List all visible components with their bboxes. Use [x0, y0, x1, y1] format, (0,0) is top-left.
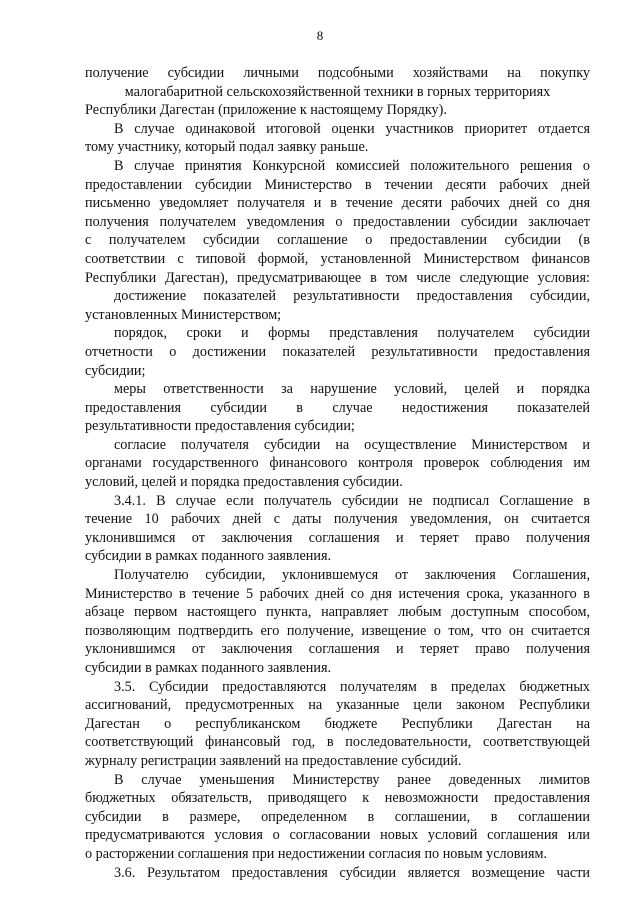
text-line: предоставления субсидии в случае недостижения показателей [85, 399, 590, 416]
text-line: субсидии в рамках поданного заявления. [85, 548, 332, 565]
text-line: В случае уменьшения Министерству ранее доведенных лимитов [114, 771, 590, 788]
text-line: установленных Министерством; [85, 306, 282, 323]
text-line: уклонившимся от заключения соглашения и теряет право получения [85, 641, 590, 658]
text-line: В случае одинаковой итоговой оценки участников приоритет отдается [114, 120, 590, 137]
text-line: с получателем субсидии соглашение о предоставлении субсидии (в [85, 232, 590, 249]
text-line: Республики Дагестан), предусматривающее в том числе следующие условия: [85, 269, 590, 286]
text-line: получение субсидии личными подсобными хозяйствами на покупку [85, 65, 590, 81]
text-line: органами государственного финансового контроля проверок соблюдения им [85, 455, 590, 472]
text-line: позволяющим подтвердить его получение, извещение о том, что он считается [85, 622, 590, 639]
text-line: 3.6. Результатом предоставления субсидии является возмещение части [114, 864, 590, 881]
text-line: достижение показателей результативности предоставления субсидии, [114, 288, 590, 305]
text-line: ассигнований, предусмотренных на указанные цели законом Республики [85, 697, 590, 714]
text-line: бюджетных обязательств, приводящего к невозможности предоставления [85, 790, 590, 807]
text-line: предусматриваются условия о согласовании новых условий соглашения или [85, 827, 590, 844]
text-line: меры ответственности за нарушение условий, целей и порядка [114, 381, 590, 398]
text-line: 3.4.1. В случае если получатель субсидии не подписал Соглашение в [114, 492, 590, 509]
text-line: отчетности о достижении показателей результативности предоставления [85, 343, 590, 360]
text-line: малогабаритной сельскохозяйственной техники в горных территориях [124, 83, 551, 100]
text-line: получения получателем уведомления о предоставлении субсидии заключает [85, 213, 590, 230]
text-line: абзаце первом настоящего пункта, направляет любым доступным способом, [85, 604, 590, 621]
document-body [85, 64, 590, 882]
text-line: субсидии в размере, определенном в соглашении, в соглашении [85, 808, 590, 825]
text-line: В случае принятия Конкурсной комиссией положительного решения о [114, 157, 590, 174]
text-line: предоставлении субсидии Министерство в течении десяти рабочих дней [85, 176, 590, 193]
text-line: журналу регистрации заявлений на предоставление субсидий. [85, 752, 462, 769]
text-line: течение 10 рабочих дней с даты получения уведомления, он считается [85, 511, 590, 528]
text-line: результативности предоставления субсидии; [85, 418, 355, 435]
text-line: о расторжении соглашения при недостижении согласия по новым условиям. [85, 845, 548, 862]
text-line: Республики Дагестан (приложение к настоящему Порядку). [85, 102, 447, 119]
text-line: порядок, сроки и формы представления получателем субсидии [114, 325, 590, 342]
text-line: соответствующий финансовый год, в последовательности, соответствующей [85, 734, 590, 751]
text-line: Министерство в течение 5 рабочих дней со дня истечения срока, указанного в [85, 585, 590, 602]
text-line: Дагестан о республиканском бюджете Республики Дагестан на [85, 715, 590, 732]
text-line: субсидии; [85, 362, 146, 379]
page-number: 8 [316, 28, 324, 43]
text-line: условий, целей и порядка предоставления субсидии. [85, 474, 403, 491]
text-line: тому участнику, который подал заявку раньше. [85, 139, 369, 156]
text-line: согласие получателя субсидии на осуществление Министерством и [114, 436, 590, 453]
text-line: уклонившимся от заключения соглашения и теряет право получения [85, 529, 590, 546]
text-line: 3.5. Субсидии предоставляются получателям в пределах бюджетных [114, 678, 590, 695]
text-line: письменно уведомляет получателя и в течение десяти рабочих дней со дня [85, 195, 590, 212]
text-line: соответствии с типовой формой, установленной Министерством финансов [85, 250, 590, 267]
text-line: субсидии в рамках поданного заявления. [85, 660, 332, 676]
text-line: Получателю субсидии, уклонившемуся от заключения Соглашения, [114, 567, 590, 584]
